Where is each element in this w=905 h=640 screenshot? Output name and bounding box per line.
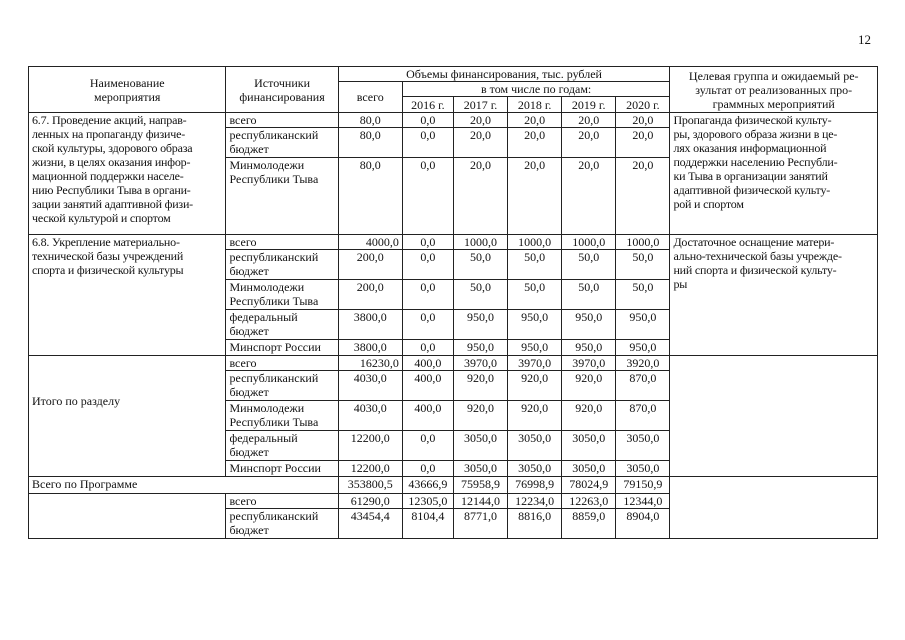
year-cell: 20,0 xyxy=(562,113,616,128)
total-cell: 12200,0 xyxy=(338,431,402,461)
year-cell: 8816,0 xyxy=(508,509,562,539)
year-cell: 950,0 xyxy=(562,340,616,356)
year-cell: 3050,0 xyxy=(562,461,616,477)
year-cell: 76998,9 xyxy=(508,477,562,494)
header-total: всего xyxy=(338,82,402,113)
year-cell: 400,0 xyxy=(402,356,453,371)
header-volumes: Объемы финансирования, тыс. рублей xyxy=(338,67,670,82)
table-row xyxy=(29,113,878,128)
year-cell: 920,0 xyxy=(562,371,616,401)
year-cell: 78024,9 xyxy=(562,477,616,494)
year-cell: 920,0 xyxy=(453,371,507,401)
header-sources: Источники финансирования xyxy=(226,67,338,113)
year-cell: 50,0 xyxy=(616,250,670,280)
year-cell: 400,0 xyxy=(402,401,453,431)
year-cell: 950,0 xyxy=(508,310,562,340)
total-cell: 4000,0 xyxy=(338,235,402,250)
header-year: 2020 г. xyxy=(616,97,670,113)
year-cell: 920,0 xyxy=(508,371,562,401)
table-row xyxy=(29,356,878,371)
year-cell: 8859,0 xyxy=(562,509,616,539)
year-cell: 3050,0 xyxy=(562,431,616,461)
page-number: 12 xyxy=(858,32,871,47)
source-cell: республиканский бюджет xyxy=(226,509,338,539)
year-cell: 79150,9 xyxy=(616,477,670,494)
year-cell: 50,0 xyxy=(508,250,562,280)
year-cell: 50,0 xyxy=(562,280,616,310)
activity-name: 6.7. Проведение акций, направ- ленных на пропаганду физиче- ской культуры, здорового образа жизни, в целях оказания инфор- мационной поддержки населе- нию Республики Тыва в органи- зации занятий адаптивной физи- ческой культурой и спортом xyxy=(29,113,226,235)
year-cell: 20,0 xyxy=(562,128,616,158)
source-cell: всего xyxy=(226,356,338,371)
year-cell: 20,0 xyxy=(453,128,507,158)
year-cell: 20,0 xyxy=(508,113,562,128)
year-cell: 3050,0 xyxy=(616,461,670,477)
source-cell: Минспорт России xyxy=(226,340,338,356)
year-cell: 12144,0 xyxy=(453,494,507,509)
year-cell: 1000,0 xyxy=(562,235,616,250)
year-cell: 3970,0 xyxy=(508,356,562,371)
year-cell: 3970,0 xyxy=(562,356,616,371)
year-cell: 20,0 xyxy=(616,158,670,235)
year-cell: 0,0 xyxy=(402,431,453,461)
year-cell: 950,0 xyxy=(453,340,507,356)
total-cell: 80,0 xyxy=(338,113,402,128)
source-cell: всего xyxy=(226,113,338,128)
year-cell: 3920,0 xyxy=(616,356,670,371)
source-cell: Минмолодежи Республики Тыва xyxy=(226,280,338,310)
total-cell: 4030,0 xyxy=(338,371,402,401)
target-cell xyxy=(670,477,878,539)
year-cell: 3050,0 xyxy=(508,461,562,477)
year-cell: 8771,0 xyxy=(453,509,507,539)
year-cell: 50,0 xyxy=(616,280,670,310)
year-cell: 920,0 xyxy=(453,401,507,431)
header-year: 2018 г. xyxy=(508,97,562,113)
year-cell: 20,0 xyxy=(508,158,562,235)
header-name: Наименование мероприятия xyxy=(29,67,226,113)
year-cell: 920,0 xyxy=(508,401,562,431)
total-cell: 200,0 xyxy=(338,250,402,280)
year-cell: 20,0 xyxy=(453,158,507,235)
year-cell: 12344,0 xyxy=(616,494,670,509)
year-cell: 0,0 xyxy=(402,250,453,280)
year-cell: 8904,0 xyxy=(616,509,670,539)
source-cell: федеральный бюджет xyxy=(226,310,338,340)
source-cell: республиканский бюджет xyxy=(226,371,338,401)
total-cell: 12200,0 xyxy=(338,461,402,477)
total-cell: 80,0 xyxy=(338,128,402,158)
financing-table xyxy=(28,66,878,539)
target-cell: Достаточное оснащение матери- ально-технической базы учрежде- ний спорта и физической культу- ры xyxy=(670,235,878,356)
total-cell: 353800,5 xyxy=(338,477,402,494)
total-cell: 16230,0 xyxy=(338,356,402,371)
year-cell: 950,0 xyxy=(562,310,616,340)
section-total-label: Итого по разделу xyxy=(29,356,226,477)
year-cell: 3050,0 xyxy=(616,431,670,461)
header-year: 2019 г. xyxy=(562,97,616,113)
source-cell: Минспорт России xyxy=(226,461,338,477)
year-cell: 1000,0 xyxy=(508,235,562,250)
target-cell: Пропаганда физической культу- ры, здорового образа жизни в це- лях оказания информационной поддержки населению Республи- ки Тыва в организации занятий адаптивной физической культу- рой и спортом xyxy=(670,113,878,235)
year-cell: 20,0 xyxy=(508,128,562,158)
year-cell: 12263,0 xyxy=(562,494,616,509)
year-cell: 950,0 xyxy=(616,310,670,340)
header-year: 2017 г. xyxy=(453,97,507,113)
year-cell: 400,0 xyxy=(402,371,453,401)
year-cell: 0,0 xyxy=(402,158,453,235)
year-cell: 950,0 xyxy=(508,340,562,356)
header-target: Целевая группа и ожидаемый ре- зультат от реализованных про- граммных мероприятий xyxy=(670,67,878,113)
program-total-label: Всего по Программе xyxy=(29,477,339,494)
year-cell: 3050,0 xyxy=(453,431,507,461)
year-cell: 20,0 xyxy=(616,128,670,158)
table-row xyxy=(29,235,878,250)
target-cell xyxy=(670,356,878,477)
total-cell: 3800,0 xyxy=(338,340,402,356)
source-cell: республиканский бюджет xyxy=(226,128,338,158)
year-cell: 0,0 xyxy=(402,280,453,310)
source-cell: Минмолодежи Республики Тыва xyxy=(226,401,338,431)
year-cell: 0,0 xyxy=(402,235,453,250)
year-cell: 3050,0 xyxy=(508,431,562,461)
year-cell: 870,0 xyxy=(616,371,670,401)
year-cell: 50,0 xyxy=(508,280,562,310)
year-cell: 950,0 xyxy=(453,310,507,340)
year-cell: 8104,4 xyxy=(402,509,453,539)
header-year: 2016 г. xyxy=(402,97,453,113)
source-cell: Минмолодежи Республики Тыва xyxy=(226,158,338,235)
year-cell: 3970,0 xyxy=(453,356,507,371)
activity-name: 6.8. Укрепление материально- технической базы учреждений спорта и физической культуры xyxy=(29,235,226,356)
source-cell: федеральный бюджет xyxy=(226,431,338,461)
year-cell: 0,0 xyxy=(402,310,453,340)
total-cell: 43454,4 xyxy=(338,509,402,539)
year-cell: 870,0 xyxy=(616,401,670,431)
source-cell: республиканский бюджет xyxy=(226,250,338,280)
total-cell: 4030,0 xyxy=(338,401,402,431)
total-cell: 61290,0 xyxy=(338,494,402,509)
activity-name xyxy=(29,494,226,539)
source-cell: всего xyxy=(226,235,338,250)
year-cell: 20,0 xyxy=(453,113,507,128)
year-cell: 50,0 xyxy=(562,250,616,280)
year-cell: 75958,9 xyxy=(453,477,507,494)
year-cell: 20,0 xyxy=(616,113,670,128)
year-cell: 0,0 xyxy=(402,461,453,477)
year-cell: 950,0 xyxy=(616,340,670,356)
year-cell: 50,0 xyxy=(453,250,507,280)
year-cell: 0,0 xyxy=(402,113,453,128)
year-cell: 3050,0 xyxy=(453,461,507,477)
year-cell: 1000,0 xyxy=(616,235,670,250)
year-cell: 12305,0 xyxy=(402,494,453,509)
year-cell: 0,0 xyxy=(402,128,453,158)
year-cell: 1000,0 xyxy=(453,235,507,250)
total-cell: 3800,0 xyxy=(338,310,402,340)
total-cell: 80,0 xyxy=(338,158,402,235)
header-by-years: в том числе по годам: xyxy=(402,82,670,97)
year-cell: 12234,0 xyxy=(508,494,562,509)
year-cell: 43666,9 xyxy=(402,477,453,494)
year-cell: 50,0 xyxy=(453,280,507,310)
source-cell: всего xyxy=(226,494,338,509)
total-cell: 200,0 xyxy=(338,280,402,310)
year-cell: 920,0 xyxy=(562,401,616,431)
table-row xyxy=(29,477,878,494)
year-cell: 0,0 xyxy=(402,340,453,356)
year-cell: 20,0 xyxy=(562,158,616,235)
